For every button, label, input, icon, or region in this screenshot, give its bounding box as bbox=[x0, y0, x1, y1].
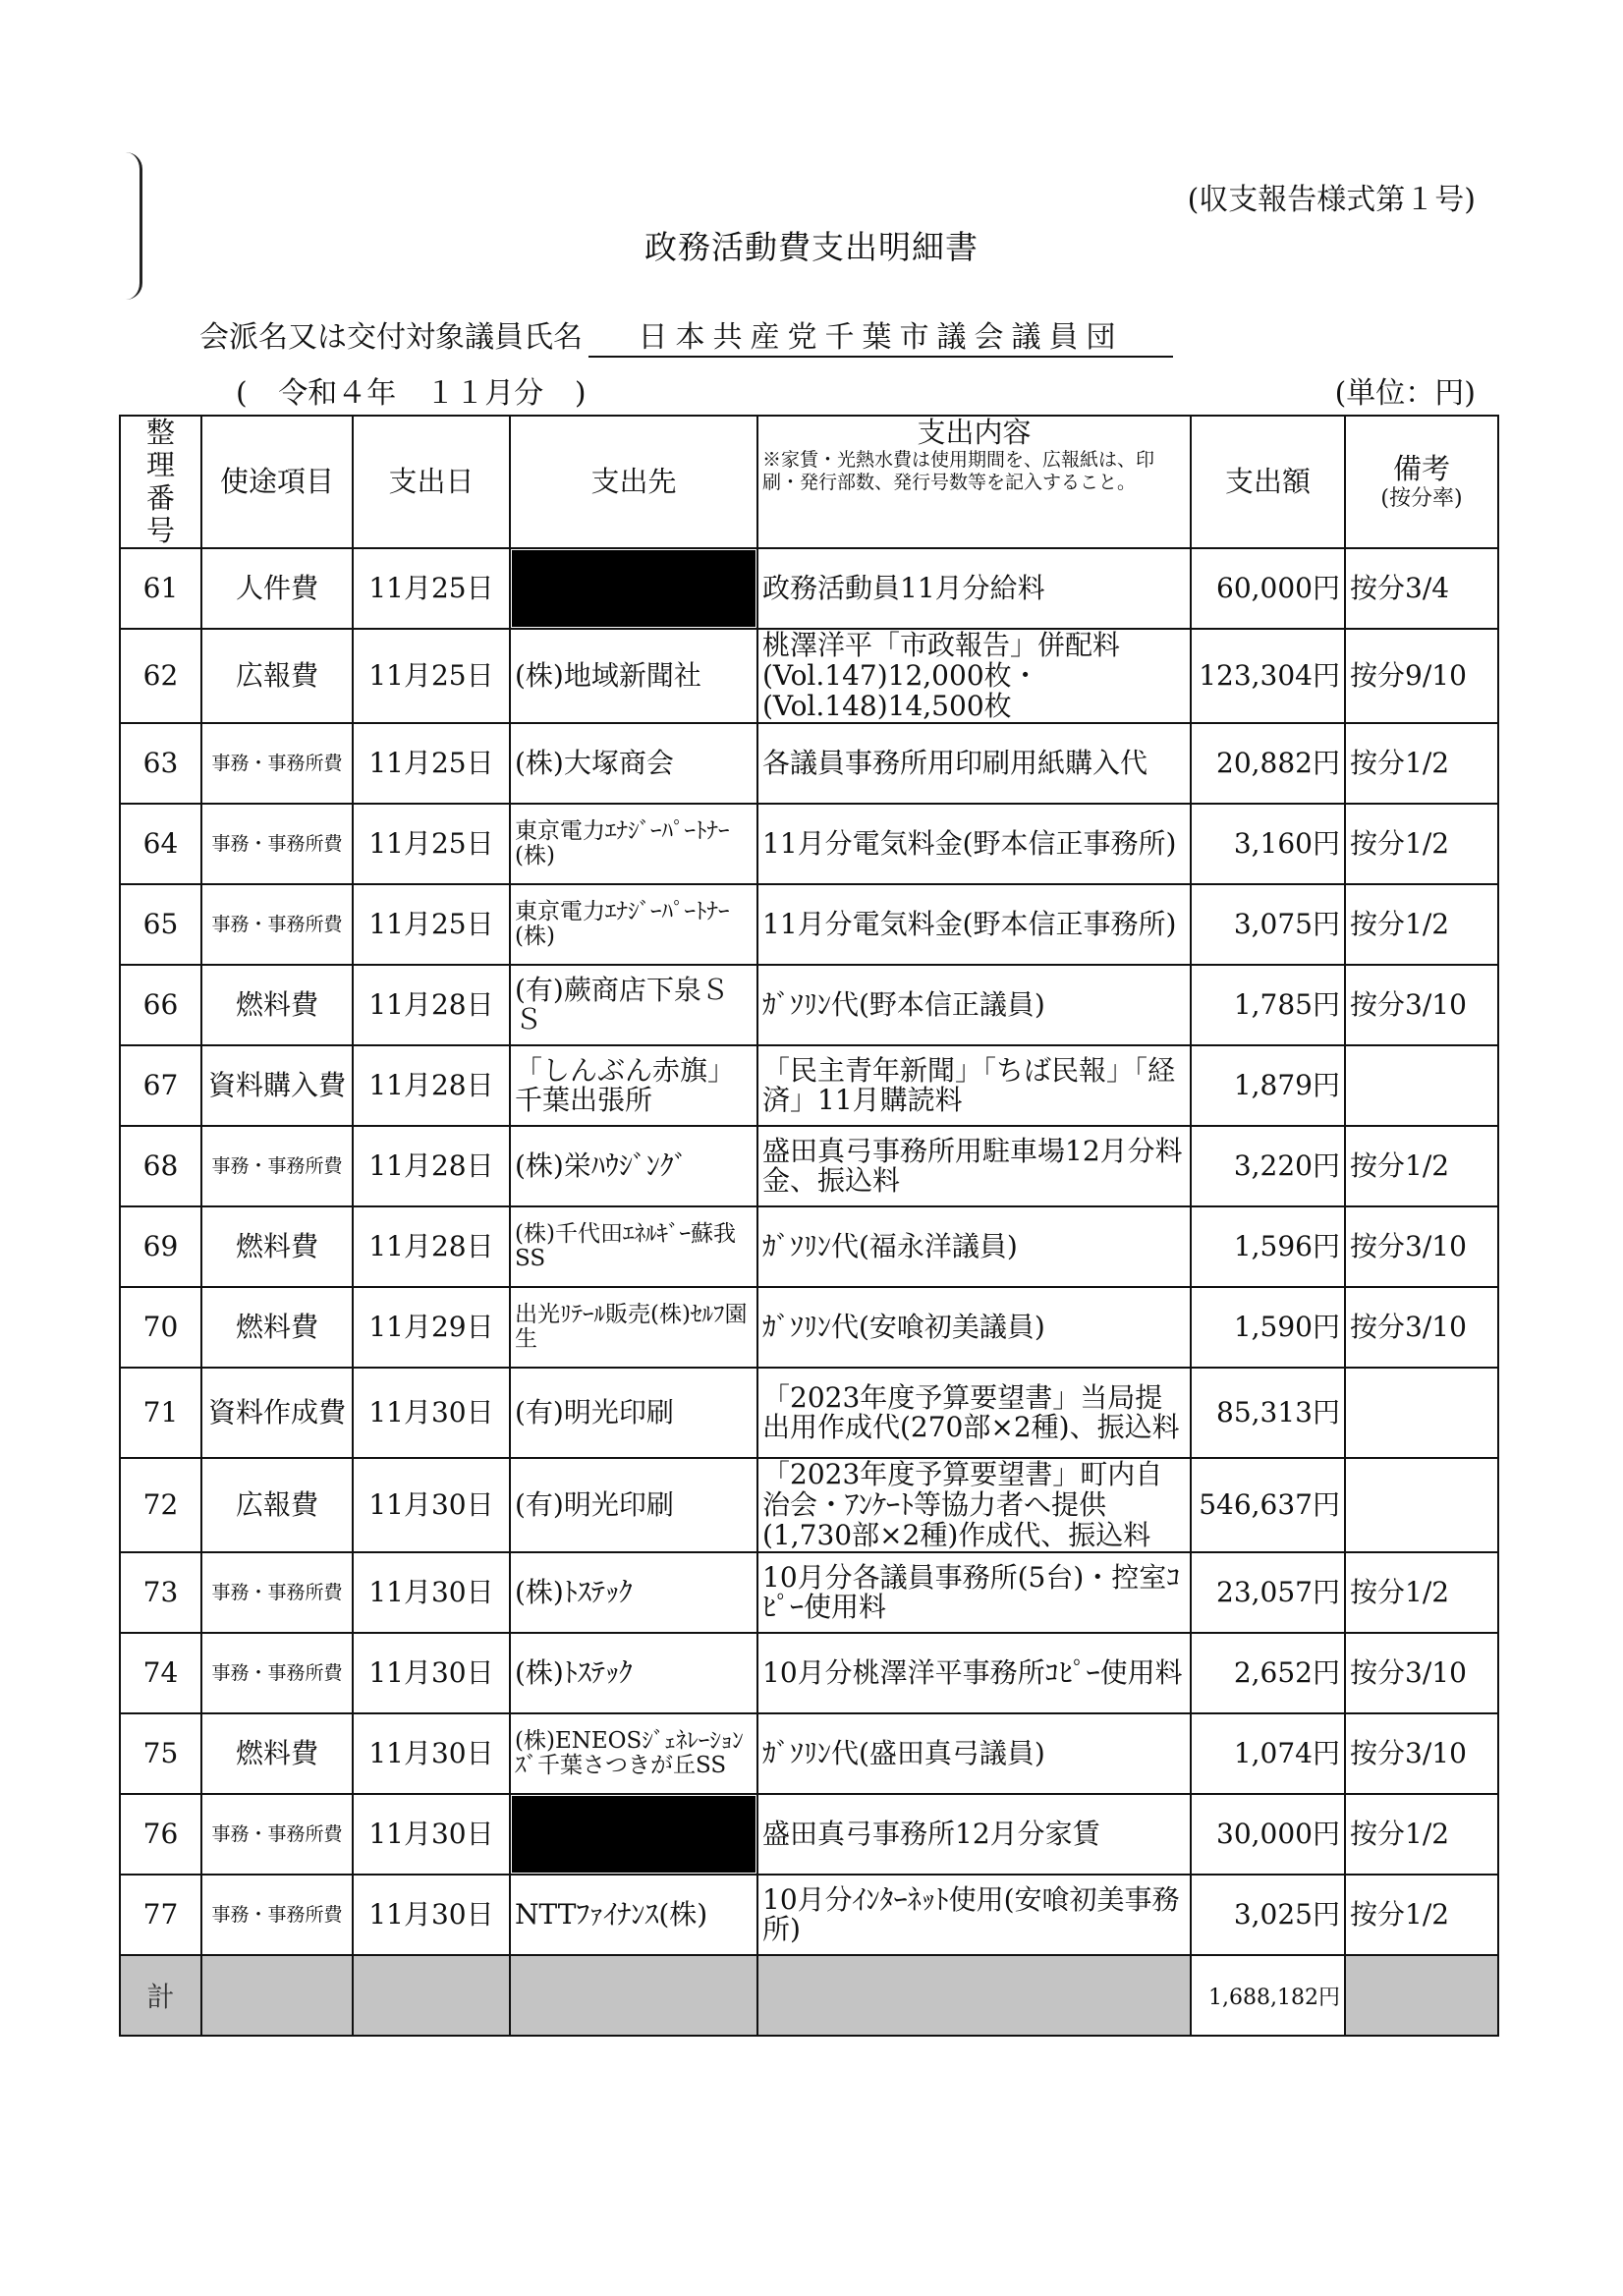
row-date: 11月25日 bbox=[353, 804, 510, 884]
table-row bbox=[120, 1045, 1498, 1126]
total-label: 計 bbox=[120, 1955, 201, 2036]
table-row bbox=[120, 1794, 1498, 1875]
row-payee: 東京電力ｴﾅｼﾞｰﾊﾟｰﾄﾅｰ(株) bbox=[510, 804, 757, 884]
row-amount: 23,057円 bbox=[1191, 1552, 1345, 1633]
col-header-content-note: ※家賃・光熱水費は使用期間を、広報紙は、印刷・発行部数、発行号数等を記入すること。 bbox=[762, 449, 1155, 494]
row-date: 11月30日 bbox=[353, 1875, 510, 1955]
unit-label: (単位：円) bbox=[1334, 376, 1476, 411]
row-date: 11月28日 bbox=[353, 1126, 510, 1206]
row-content: ｶﾞｿﾘﾝ代(安喰初美議員) bbox=[757, 1287, 1191, 1368]
table-row bbox=[120, 1633, 1498, 1713]
row-allocation: 按分1/2 bbox=[1345, 1875, 1498, 1955]
row-date: 11月25日 bbox=[353, 629, 510, 723]
row-amount: 1,074円 bbox=[1191, 1713, 1345, 1794]
row-payee: (株)栄ﾊｳｼﾞﾝｸﾞ bbox=[510, 1126, 757, 1206]
row-number: 77 bbox=[120, 1875, 201, 1955]
row-payee: (株)大塚商会 bbox=[510, 723, 757, 804]
row-number: 63 bbox=[120, 723, 201, 804]
row-category: 資料購入費 bbox=[201, 1045, 353, 1126]
row-number: 61 bbox=[120, 548, 201, 629]
row-category: 広報費 bbox=[201, 1458, 353, 1552]
row-number: 65 bbox=[120, 884, 201, 965]
row-category: 事務・事務所費 bbox=[201, 1633, 353, 1713]
table-row bbox=[120, 1206, 1498, 1287]
row-date: 11月25日 bbox=[353, 884, 510, 965]
row-amount: 20,882円 bbox=[1191, 723, 1345, 804]
row-category: 事務・事務所費 bbox=[201, 1126, 353, 1206]
col-header-payee: 支出先 bbox=[510, 416, 757, 548]
table-row bbox=[120, 1368, 1498, 1458]
row-amount: 1,590円 bbox=[1191, 1287, 1345, 1368]
row-amount: 85,313円 bbox=[1191, 1368, 1345, 1458]
row-date: 11月30日 bbox=[353, 1458, 510, 1552]
row-content: 盛田真弓事務所12月分家賃 bbox=[757, 1794, 1191, 1875]
row-amount: 1,785円 bbox=[1191, 965, 1345, 1045]
row-category: 資料作成費 bbox=[201, 1368, 353, 1458]
row-amount: 1,596円 bbox=[1191, 1206, 1345, 1287]
row-content: 各議員事務所用印刷用紙購入代 bbox=[757, 723, 1191, 804]
row-allocation: 按分1/2 bbox=[1345, 723, 1498, 804]
row-number: 67 bbox=[120, 1045, 201, 1126]
redacted-block bbox=[512, 1796, 756, 1873]
table-row bbox=[120, 1875, 1498, 1955]
row-allocation: 按分9/10 bbox=[1345, 629, 1498, 723]
row-category: 事務・事務所費 bbox=[201, 884, 353, 965]
row-content: 盛田真弓事務所用駐車場12月分料金、振込料 bbox=[757, 1126, 1191, 1206]
document-title: 政務活動費支出明細書 bbox=[644, 228, 979, 266]
row-content: 10月分各議員事務所(5台)・控室ｺﾋﾟｰ使用料 bbox=[757, 1552, 1191, 1633]
row-amount: 3,025円 bbox=[1191, 1875, 1345, 1955]
row-allocation: 按分1/2 bbox=[1345, 1794, 1498, 1875]
row-date: 11月28日 bbox=[353, 1206, 510, 1287]
col-header-note-title: 備考 bbox=[1392, 452, 1450, 486]
row-allocation: 按分3/10 bbox=[1345, 1713, 1498, 1794]
row-payee: (有)明光印刷 bbox=[510, 1368, 757, 1458]
row-category: 燃料費 bbox=[201, 965, 353, 1045]
row-date: 11月28日 bbox=[353, 965, 510, 1045]
table-row bbox=[120, 548, 1498, 629]
row-date: 11月29日 bbox=[353, 1287, 510, 1368]
table-row bbox=[120, 1458, 1498, 1552]
row-content: 「2023年度予算要望書」町内自治会・ｱﾝｹｰﾄ等協力者へ提供(1,730部×2種)作成代、振込料 bbox=[757, 1458, 1191, 1552]
period-close: ) bbox=[574, 376, 587, 411]
row-number: 72 bbox=[120, 1458, 201, 1552]
col-header-date: 支出日 bbox=[353, 416, 510, 548]
row-payee: NTTﾌｧｲﾅﾝｽ(株) bbox=[510, 1875, 757, 1955]
party-label: 会派名又は交付対象議員氏名 bbox=[199, 320, 583, 355]
table-row bbox=[120, 965, 1498, 1045]
row-payee: 出光ﾘﾃｰﾙ販売(株)ｾﾙﾌ園生 bbox=[510, 1287, 757, 1368]
row-content: 10月分桃澤洋平事務所ｺﾋﾟｰ使用料 bbox=[757, 1633, 1191, 1713]
row-number: 64 bbox=[120, 804, 201, 884]
row-amount: 3,220円 bbox=[1191, 1126, 1345, 1206]
col-header-no: 整理番号 bbox=[120, 416, 201, 548]
row-number: 75 bbox=[120, 1713, 201, 1794]
row-category: 事務・事務所費 bbox=[201, 1794, 353, 1875]
form-number: (収支報告様式第１号) bbox=[1187, 183, 1476, 217]
row-allocation: 按分1/2 bbox=[1345, 1126, 1498, 1206]
period-value: 令和４年 １１月分 bbox=[278, 376, 544, 411]
row-payee: (株)地域新聞社 bbox=[510, 629, 757, 723]
row-number: 66 bbox=[120, 965, 201, 1045]
table-header-row bbox=[120, 416, 1498, 548]
party-name: 日本共産党千葉市議会議員団 bbox=[588, 312, 1173, 358]
row-amount: 1,879円 bbox=[1191, 1045, 1345, 1126]
row-amount: 30,000円 bbox=[1191, 1794, 1345, 1875]
row-payee: (有)明光印刷 bbox=[510, 1458, 757, 1552]
row-allocation: 按分3/10 bbox=[1345, 1206, 1498, 1287]
row-payee: (株)ﾄｽﾃｯｸ bbox=[510, 1633, 757, 1713]
table-row bbox=[120, 1287, 1498, 1368]
row-payee: 「しんぶん赤旗」千葉出張所 bbox=[510, 1045, 757, 1126]
row-content: 10月分ｲﾝﾀｰﾈｯﾄ使用(安喰初美事務所) bbox=[757, 1875, 1191, 1955]
row-amount: 3,160円 bbox=[1191, 804, 1345, 884]
total-amount: 1,688,182円 bbox=[1191, 1955, 1345, 2036]
row-content: 11月分電気料金(野本信正事務所) bbox=[757, 884, 1191, 965]
row-payee: (株)ﾄｽﾃｯｸ bbox=[510, 1552, 757, 1633]
row-date: 11月25日 bbox=[353, 548, 510, 629]
row-content: ｶﾞｿﾘﾝ代(福永洋議員) bbox=[757, 1206, 1191, 1287]
row-content: 桃澤洋平「市政報告」併配料(Vol.147)12,000枚・(Vol.148)14,500枚 bbox=[757, 629, 1191, 723]
row-allocation: 按分3/10 bbox=[1345, 965, 1498, 1045]
row-amount: 3,075円 bbox=[1191, 884, 1345, 965]
row-allocation: 按分3/10 bbox=[1345, 1633, 1498, 1713]
total-blank-cell bbox=[757, 1955, 1191, 2036]
row-category: 事務・事務所費 bbox=[201, 804, 353, 884]
period-open: ( bbox=[236, 376, 248, 411]
col-header-item: 使途項目 bbox=[201, 416, 353, 548]
row-allocation: 按分1/2 bbox=[1345, 1552, 1498, 1633]
col-header-amount: 支出額 bbox=[1191, 416, 1345, 548]
row-allocation: 按分1/2 bbox=[1345, 804, 1498, 884]
row-number: 69 bbox=[120, 1206, 201, 1287]
row-category: 燃料費 bbox=[201, 1287, 353, 1368]
table-row bbox=[120, 1552, 1498, 1633]
row-date: 11月30日 bbox=[353, 1368, 510, 1458]
row-number: 70 bbox=[120, 1287, 201, 1368]
row-date: 11月30日 bbox=[353, 1794, 510, 1875]
row-allocation: 按分1/2 bbox=[1345, 884, 1498, 965]
expense-table bbox=[119, 415, 1499, 2037]
row-content: ｶﾞｿﾘﾝ代(野本信正議員) bbox=[757, 965, 1191, 1045]
total-blank-cell bbox=[1345, 1955, 1498, 2036]
row-allocation: 按分3/4 bbox=[1345, 548, 1498, 629]
row-date: 11月30日 bbox=[353, 1713, 510, 1794]
row-payee: (株)ENEOSｼﾞｪﾈﾚｰｼｮﾝｽﾞ千葉さつきが丘SS bbox=[510, 1713, 757, 1794]
row-allocation bbox=[1345, 1458, 1498, 1552]
table-row bbox=[120, 1126, 1498, 1206]
row-content: 11月分電気料金(野本信正事務所) bbox=[757, 804, 1191, 884]
row-content: 「民主青年新聞」「ちば民報」「経済」11月購読料 bbox=[757, 1045, 1191, 1126]
row-allocation: 按分3/10 bbox=[1345, 1287, 1498, 1368]
row-category: 事務・事務所費 bbox=[201, 1875, 353, 1955]
total-row bbox=[120, 1955, 1498, 2036]
row-content: 「2023年度予算要望書」当局提出用作成代(270部×2種)、振込料 bbox=[757, 1368, 1191, 1458]
table-row bbox=[120, 884, 1498, 965]
row-category: 燃料費 bbox=[201, 1713, 353, 1794]
table-row bbox=[120, 629, 1498, 723]
col-header-content-title: 支出内容 bbox=[917, 416, 1032, 449]
col-header-note-sub: (按分率) bbox=[1380, 485, 1463, 511]
col-header-note bbox=[1345, 416, 1498, 548]
row-allocation bbox=[1345, 1045, 1498, 1126]
row-number: 74 bbox=[120, 1633, 201, 1713]
row-date: 11月25日 bbox=[353, 723, 510, 804]
row-content: ｶﾞｿﾘﾝ代(盛田真弓議員) bbox=[757, 1713, 1191, 1794]
row-content: 政務活動員11月分給料 bbox=[757, 548, 1191, 629]
row-date: 11月30日 bbox=[353, 1633, 510, 1713]
row-number: 68 bbox=[120, 1126, 201, 1206]
row-category: 燃料費 bbox=[201, 1206, 353, 1287]
redacted-block bbox=[512, 550, 756, 627]
row-category: 広報費 bbox=[201, 629, 353, 723]
row-number: 62 bbox=[120, 629, 201, 723]
period-line bbox=[236, 368, 608, 412]
row-number: 76 bbox=[120, 1794, 201, 1875]
row-category: 事務・事務所費 bbox=[201, 723, 353, 804]
row-payee: (株)千代田ｴﾈﾙｷﾞｰ蘇我SS bbox=[510, 1206, 757, 1287]
total-blank-cell bbox=[353, 1955, 510, 2036]
col-header-content bbox=[757, 416, 1191, 548]
table-row bbox=[120, 804, 1498, 884]
row-amount: 60,000円 bbox=[1191, 548, 1345, 629]
row-date: 11月28日 bbox=[353, 1045, 510, 1126]
row-payee: 東京電力ｴﾅｼﾞｰﾊﾟｰﾄﾅｰ(株) bbox=[510, 884, 757, 965]
row-number: 73 bbox=[120, 1552, 201, 1633]
party-line bbox=[199, 312, 1173, 358]
total-blank-cell bbox=[510, 1955, 757, 2036]
row-payee bbox=[510, 548, 757, 629]
total-blank-cell bbox=[201, 1955, 353, 2036]
row-amount: 123,304円 bbox=[1191, 629, 1345, 723]
row-amount: 546,637円 bbox=[1191, 1458, 1345, 1552]
row-payee: (有)蕨商店下泉ＳＳ bbox=[510, 965, 757, 1045]
row-payee bbox=[510, 1794, 757, 1875]
row-category: 人件費 bbox=[201, 548, 353, 629]
table-row bbox=[120, 723, 1498, 804]
row-allocation bbox=[1345, 1368, 1498, 1458]
table-body bbox=[120, 548, 1498, 1955]
table-row bbox=[120, 1713, 1498, 1794]
row-number: 71 bbox=[120, 1368, 201, 1458]
row-category: 事務・事務所費 bbox=[201, 1552, 353, 1633]
row-amount: 2,652円 bbox=[1191, 1633, 1345, 1713]
row-date: 11月30日 bbox=[353, 1552, 510, 1633]
